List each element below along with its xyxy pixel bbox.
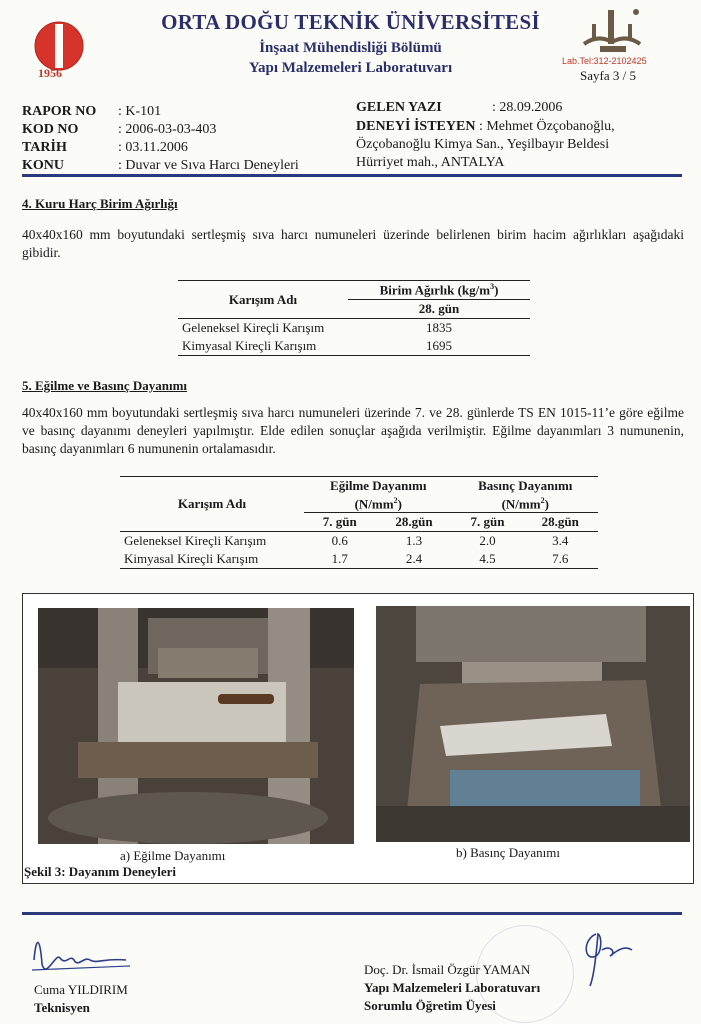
konu-label: KONU <box>22 158 64 173</box>
unit-weight-table <box>178 280 530 356</box>
supervisor-lab: Yapı Malzemeleri Laboratuvarı <box>364 980 541 995</box>
logo-year: 1956 <box>38 66 62 80</box>
table1-header-weight: Birim Ağırlık $(kg/m^3)$ <box>348 281 530 300</box>
deneyi-isteyen-line1: Mehmet Özçobanoğlu, <box>486 119 615 134</box>
gelen-yazi-label: GELEN YAZI <box>356 100 442 115</box>
footer-divider <box>22 912 682 915</box>
header-divider <box>22 174 682 177</box>
kod-no-value: 2006-03-03-403 <box>125 122 217 137</box>
tarih-value: 03.11.2006 <box>125 140 188 155</box>
caption-b: b) Basınç Dayanımı <box>456 845 560 860</box>
page-number: Sayfa 3 / 5 <box>580 68 636 83</box>
konu-value: Duvar ve Sıva Harcı Deneyleri <box>125 158 299 173</box>
table2-header-bending: Eğilme Dayanımı $(N/mm^2)$ <box>330 478 427 512</box>
hittite-sun-emblem <box>578 4 648 56</box>
report-info-right: GELEN YAZI : 28.09.2006 DENEYİ İSTEYEN : Mehmet Özçobanoğlu, Özçobanoğlu Kimya San., Yeşilbayır Beldesi Hürriyet mah., ANTALYA <box>356 100 615 173</box>
figure-title: Şekil 3: Dayanım Deneyleri <box>24 864 177 879</box>
section-4-title: 4. Kuru Harç Birim Ağırlığı <box>22 196 178 211</box>
lab-title: Yapı Malzemeleri Laboratuvarı <box>248 60 453 76</box>
supervisor-name: Doç. Dr. İsmail Özgür YAMAN <box>364 962 531 977</box>
gelen-yazi-value: 28.09.2006 <box>499 100 563 115</box>
rapor-no-label: RAPOR NO <box>22 104 97 119</box>
strength-table: Karışım Adı Eğilme Dayanımı $(N/mm^2)$ Basınç Dayanımı $(N/mm^2)$ 7. gün 28.gün 7. gün 28.gün Geleneksel Kireçli Karışım 0.6 1.3 2.0 3.4 Kimyasal Kireçli Karışım 1.7 2.4 4.5 7.6 <box>120 476 598 569</box>
report-info-left: RAPOR NO : K-101 KOD NO : 2006-03-03-403 TARİH : 03.11.2006 KONU : Duvar ve Sıva Harcı Deneyleri <box>22 104 299 173</box>
section-5-text: 40x40x160 mm boyutundaki sertleşmiş sıva harcı numuneleri üzerinde 7. ve 28. günlerde TS EN 1015-11’e göre eğilme ve basınç dayanımı deneyleri yapılmıştır. Elde edilen sonuçlar aşağıda verilmiştir. Eğilme dayanımları 3 numunenin, basınç dayanımları 6 numunenin ortalamasıdır. <box>22 405 685 456</box>
table-row: Kimyasal Kireçli Karışım 1695 <box>178 337 530 356</box>
caption-a: a) Eğilme Dayanımı <box>120 848 226 863</box>
table1-header-day: 28. gün <box>348 300 530 319</box>
tarih-label: TARİH <box>22 140 67 155</box>
rapor-no-value: K-101 <box>125 104 162 119</box>
table2-header-mix: Karışım Adı <box>177 496 247 512</box>
university-title: ORTA DOĞU TEKNİK ÜNİVERSİTESİ <box>161 10 540 34</box>
section-5-title: 5. Eğilme ve Basınç Dayanımı <box>22 378 188 393</box>
table-row: Geleneksel Kireçli Karışım 0.6 1.3 2.0 3.4 <box>120 532 598 551</box>
table2-header-compression: Basınç Dayanımı $(N/mm^2)$ <box>478 478 573 512</box>
section-4-text: 40x40x160 mm boyutundaki sertleşmiş sıva harcı numuneleri üzerinde belirlenen birim hacim ağırlıkları aşağıdaki gibidir. <box>22 227 684 260</box>
technician-signature <box>26 930 136 982</box>
kod-no-label: KOD NO <box>22 122 79 137</box>
technician-role: Teknisyen <box>34 1000 90 1015</box>
lab-telephone: Lab.Tel:312-2102425 <box>562 56 647 66</box>
deneyi-isteyen-label: DENEYİ İSTEYEN <box>356 119 476 134</box>
supervisor-signature <box>572 926 642 990</box>
table-row: Kimyasal Kireçli Karışım 1.7 2.4 4.5 7.6 <box>120 550 598 569</box>
table1-header-mix: Karışım Adı <box>178 281 348 319</box>
supervisor-role: Sorumlu Öğretim Üyesi <box>364 998 496 1013</box>
compression-test-photo <box>376 606 690 842</box>
bending-test-photo <box>38 608 354 844</box>
department-title: İnşaat Mühendisliği Bölümü <box>259 40 442 56</box>
deneyi-isteyen-line3: Hürriyet mah., ANTALYA <box>356 155 505 170</box>
deneyi-isteyen-line2: Özçobanoğlu Kimya San., Yeşilbayır Beldesi <box>356 137 610 152</box>
technician-name: Cuma YILDIRIM <box>34 982 128 997</box>
table-row: Geleneksel Kireçli Karışım 1835 <box>182 320 452 336</box>
